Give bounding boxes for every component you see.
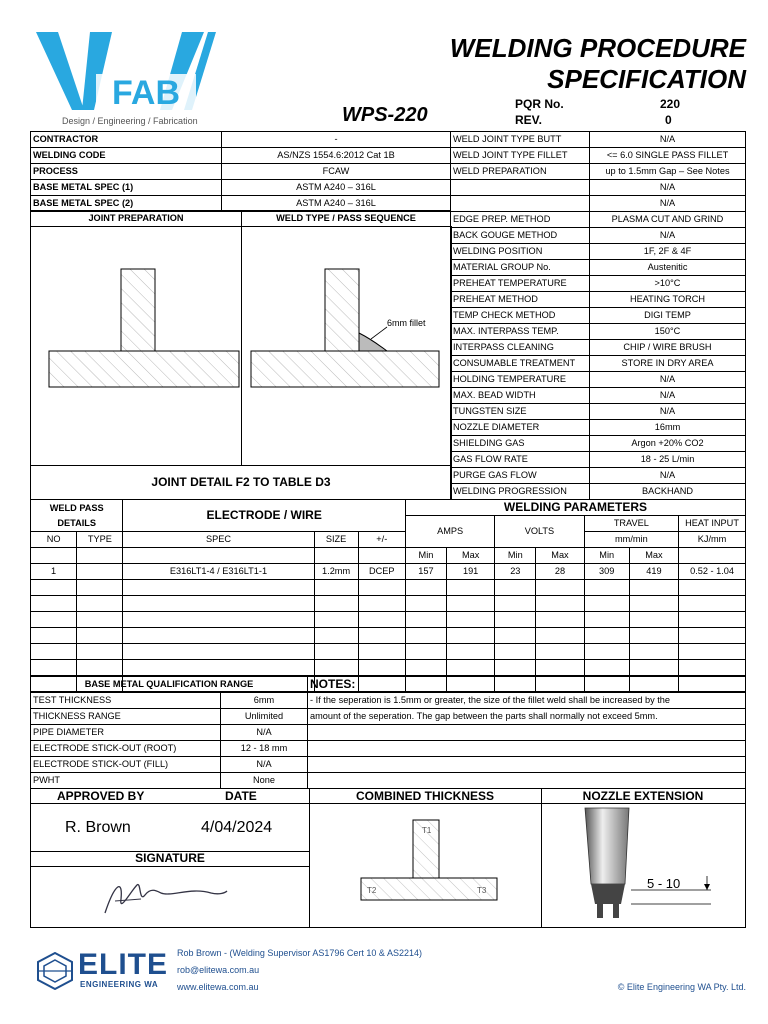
no-header: NO — [31, 532, 77, 548]
wps-number: WPS-220 — [342, 104, 428, 126]
travel-header: TRAVEL — [584, 516, 678, 532]
nozzle-range: 5 - 10 — [647, 876, 681, 891]
table-row: WELD JOINT TYPE BUTT N/A — [451, 132, 746, 148]
table-row: PREHEAT METHOD HEATING TORCH — [451, 292, 746, 308]
table-row — [31, 628, 746, 644]
signature-image — [101, 873, 231, 921]
doc-title-line1: WELDING PROCEDURE — [449, 33, 746, 63]
polarity-header: +/- — [358, 532, 405, 548]
notes-header: NOTES: — [308, 677, 746, 693]
t1-label: T1 — [422, 826, 432, 835]
nozzle-extension-label: NOZZLE EXTENSION — [582, 789, 704, 803]
table-row: TEST THICKNESS 6mm - If the seperation is 1.5mm or greater, the size of the fillet weld shall be increased by the — [31, 693, 746, 709]
table-row: PWHT None — [31, 773, 746, 789]
joint-prep-header: JOINT PREPARATION — [31, 211, 242, 227]
nozzle-diagram — [541, 804, 745, 927]
table-row — [31, 644, 746, 660]
joint-detail-label: JOINT DETAIL F2 TO TABLE D3 — [151, 475, 331, 489]
table-row — [31, 596, 746, 612]
footer-website[interactable]: www.elitewa.com.au — [177, 982, 259, 992]
welding-parameters-header: WELDING PARAMETERS — [405, 500, 745, 516]
combined-thickness-diagram — [309, 804, 541, 927]
table-row: BASE METAL SPEC (1) ASTM A240 – 316L — [31, 180, 451, 196]
details-header: DETAILS — [57, 517, 97, 528]
rev-value: 0 — [665, 113, 672, 127]
amps-header: AMPS — [405, 516, 494, 548]
combined-thickness-label: COMBINED THICKNESS — [355, 789, 494, 803]
table-row: WELDING POSITION 1F, 2F & 4F — [451, 244, 746, 260]
table-row — [31, 660, 746, 676]
company-logo — [32, 30, 222, 128]
table-row: WELD PREPARATION up to 1.5mm Gap – See Notes — [451, 164, 746, 180]
footer-copyright: © Elite Engineering WA Pty. Ltd. — [617, 982, 746, 992]
heat-unit: KJ/mm — [679, 532, 746, 548]
date-label: DATE — [225, 789, 257, 803]
approval-date: 4/04/2024 — [201, 819, 273, 836]
table-row: TEMP CHECK METHOD DIGI TEMP — [451, 308, 746, 324]
heat-input-header: HEAT INPUT — [679, 516, 746, 532]
rev-label: REV. — [515, 113, 542, 127]
t3-label: T3 — [477, 886, 487, 895]
table-row — [31, 612, 746, 628]
table-row: BASE METAL SPEC (2) ASTM A240 – 316L — [31, 196, 451, 212]
qualification-table — [30, 676, 746, 789]
travel-unit: mm/min — [584, 532, 678, 548]
table-row: ELECTRODE STICK-OUT (ROOT) 12 - 18 mm — [31, 741, 746, 757]
table-row: HOLDING TEMPERATURE N/A — [451, 372, 746, 388]
joint-diagram-panel — [30, 226, 452, 500]
table-row: PROCESS FCAW — [31, 164, 451, 180]
table-row: NOZZLE DIAMETER 16mm — [451, 420, 746, 436]
logo-text: FAB — [112, 74, 180, 112]
table-row: PURGE GAS FLOW N/A — [451, 468, 746, 484]
footer-brand-sub: ENGINEERING WA — [80, 980, 159, 989]
table-row: MAX. BEAD WIDTH N/A — [451, 388, 746, 404]
joint-preparation-diagram — [31, 227, 451, 465]
table-row: SHIELDING GAS Argon +20% CO2 — [451, 436, 746, 452]
footer-email[interactable]: rob@elitewa.com.au — [177, 965, 260, 975]
pqr-value: 220 — [660, 97, 681, 111]
footer-brand: ELITE — [78, 948, 169, 981]
volts-header: VOLTS — [495, 516, 584, 548]
note-line: amount of the seperation. The gap between the parts shall normally not exceed 5mm. — [308, 709, 746, 725]
general-info-table — [30, 131, 451, 212]
table-row: WELDING PROGRESSION BACKHAND — [451, 484, 746, 500]
approver-name: R. Brown — [65, 819, 131, 836]
table-row: CONTRACTOR - — [31, 132, 451, 148]
joint-header-table — [30, 210, 451, 227]
elite-logo-icon — [36, 952, 74, 990]
table-row: PIPE DIAMETER N/A — [31, 725, 746, 741]
doc-title-line2: SPECIFICATION — [547, 64, 746, 94]
signature-label: SIGNATURE — [135, 851, 205, 865]
logo-tagline: Design / Engineering / Fabrication — [62, 116, 198, 126]
footer-contact-name: Rob Brown - (Welding Supervisor AS1796 Cert 10 & AS2214) — [177, 948, 422, 958]
type-header: TYPE — [77, 532, 123, 548]
electrode-header: ELECTRODE / WIRE — [123, 500, 405, 532]
pqr-label: PQR No. — [515, 97, 564, 111]
table-row: PREHEAT TEMPERATURE >10°C — [451, 276, 746, 292]
approved-by-label: APPROVED BY — [57, 789, 145, 803]
table-row: THICKNESS RANGE Unlimited amount of the seperation. The gap between the parts shall normally not exceed 5mm. — [31, 709, 746, 725]
table-row: N/A — [451, 180, 746, 196]
table-row: GAS FLOW RATE 18 - 25 L/min — [451, 452, 746, 468]
table-row: CONSUMABLE TREATMENT STORE IN DRY AREA — [451, 356, 746, 372]
table-row — [31, 580, 746, 596]
t2-label: T2 — [367, 886, 377, 895]
table-row: WELDING CODE AS/NZS 1554.6:2012 Cat 1B — [31, 148, 451, 164]
approval-section — [30, 788, 746, 928]
table-row: ELECTRODE STICK-OUT (FILL) N/A — [31, 757, 746, 773]
table-row: N/A — [451, 196, 746, 212]
welding-parameters-table: WELD PASS DETAILS ELECTRODE / WIRE WELDING PARAMETERS AMPS VOLTS TRAVEL HEAT INPUT NO TYPE SPEC SIZE +/- mm/min KJ/mm Min Max Min Max Min Max 1 E316LT1-4 / E316LT1-1 1.2mm DCEP 157 191 23 28 309 419 0.52 - 1.04 — [30, 499, 746, 692]
table-row: TUNGSTEN SIZE N/A — [451, 404, 746, 420]
qualification-header: BASE METAL QUALIFICATION RANGE — [31, 677, 308, 693]
table-row: MATERIAL GROUP No. Austenitic — [451, 260, 746, 276]
fillet-size-label: 6mm fillet — [387, 318, 426, 328]
table-row: MAX. INTERPASS TEMP. 150°C — [451, 324, 746, 340]
spec-header: SPEC — [123, 532, 314, 548]
table-row: WELD JOINT TYPE FILLET <= 6.0 SINGLE PASS FILLET — [451, 148, 746, 164]
procedure-info-table — [450, 131, 746, 500]
table-row: 1 E316LT1-4 / E316LT1-1 1.2mm DCEP 157 191 23 28 309 419 0.52 - 1.04 — [31, 564, 746, 580]
weld-type-header: WELD TYPE / PASS SEQUENCE — [242, 211, 451, 227]
table-row: EDGE PREP. METHOD PLASMA CUT AND GRIND — [451, 212, 746, 228]
size-header: SIZE — [314, 532, 358, 548]
table-row: INTERPASS CLEANING CHIP / WIRE BRUSH — [451, 340, 746, 356]
table-row: BACK GOUGE METHOD N/A — [451, 228, 746, 244]
note-line: - If the seperation is 1.5mm or greater, the size of the fillet weld shall be increased by the — [308, 693, 746, 709]
weld-pass-header: WELD PASS — [49, 502, 104, 513]
